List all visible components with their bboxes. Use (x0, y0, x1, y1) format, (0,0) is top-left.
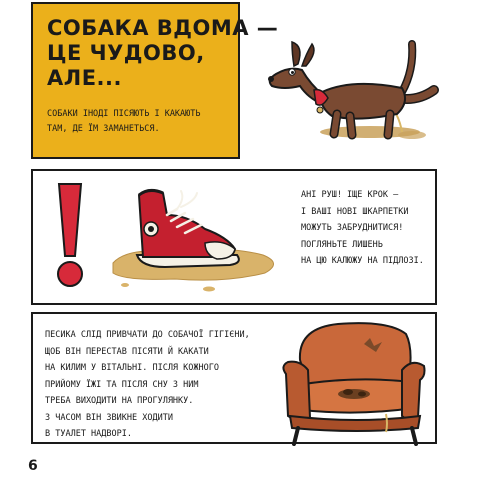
warning-text-line: МОЖУТЬ ЗАБРУДНИТИСЯ! (301, 223, 404, 233)
warning-text-line: ПОГЛЯНЬТЕ ЛИШЕНЬ (301, 239, 383, 250)
page-number: 6 (28, 458, 38, 474)
hygiene-text (45, 327, 250, 443)
intro-text (47, 107, 201, 137)
hygiene-text-line: НА КИЛИМ У ВІТАЛЬНІ. ПІСЛЯ КОЖНОГО (45, 363, 219, 373)
dog-peeing-illustration (262, 40, 442, 145)
hygiene-text-line: ПЕСИКА СЛІД ПРИВЧАТИ ДО СОБАЧОЇ ГІГІЄНИ, (45, 330, 250, 340)
intro-text-line: СОБАКИ ІНОДІ ПІСЯЮТЬ І КАКАЮТЬ (47, 109, 201, 119)
intro-panel (31, 2, 279, 159)
hygiene-text-line: В ТУАЛЕТ НАДВОРІ. (45, 429, 132, 439)
title-line: АЛЕ... (47, 66, 122, 90)
hygiene-text-line: З ЧАСОМ ВІН ЗВИКНЕ ХОДИТИ (45, 412, 173, 423)
title-line: ЦЕ ЧУДОВО, (47, 41, 205, 65)
stained-armchair-illustration (278, 320, 428, 448)
hygiene-text-line: ЩОБ ВІН ПЕРЕСТАВ ПІСЯТИ Й КАКАТИ (45, 346, 209, 357)
exclamation-mark-icon (55, 182, 85, 292)
warning-text-line: АНІ РУШ! ІЩЕ КРОК — (301, 190, 399, 200)
title-line: СОБАКА ВДОМА — (47, 16, 279, 40)
hygiene-text-line: ПРИЙОМУ ЇЖІ ТА ПІСЛЯ СНУ З НИМ (45, 379, 199, 390)
red-sneaker-in-puddle-illustration (105, 185, 285, 295)
warning-text-line: НА ЦЮ КАЛЮЖУ НА ПІДЛОЗІ. (301, 256, 424, 266)
warning-text (301, 187, 424, 270)
intro-text-line: ТАМ, ДЕ ЇМ ЗАМАНЕТЬСЯ. (47, 124, 160, 134)
warning-text-line: І ВАШІ НОВІ ШКАРПЕТКИ (301, 206, 409, 217)
hygiene-text-line: ТРЕБА ВИХОДИТИ НА ПРОГУЛЯНКУ. (45, 396, 194, 406)
page-title (47, 16, 278, 91)
